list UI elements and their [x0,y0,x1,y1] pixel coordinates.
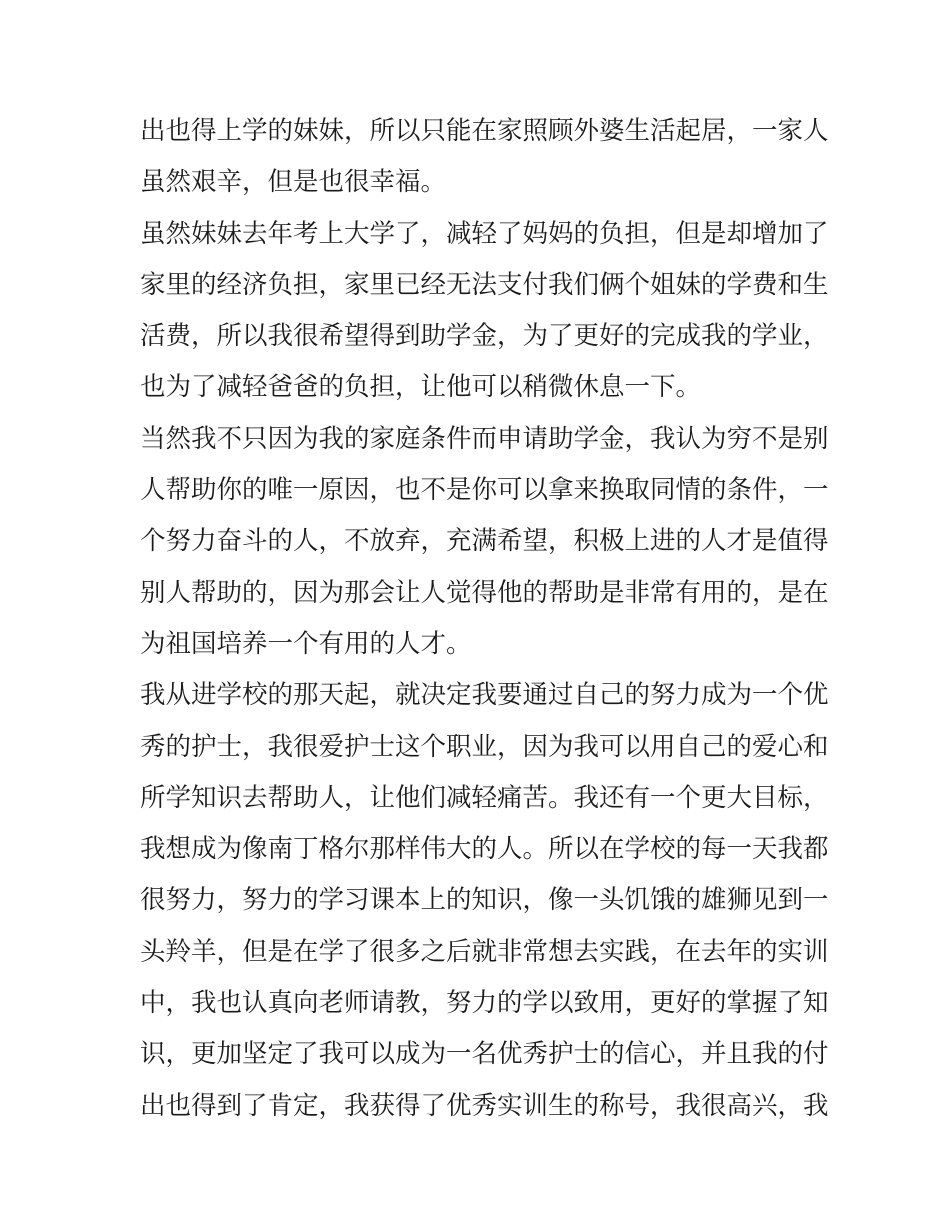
text-line: 活费，所以我很希望得到助学金，为了更好的完成我的学业， [140,321,829,352]
text-line: 别人帮助的，因为那会让人觉得他的帮助是非常有用的，是在 [140,577,829,608]
body-text [140,106,829,1132]
text-line: 头羚羊，但是在学了很多之后就非常想去实践，在去年的实训 [140,936,829,967]
text-line: 也为了减轻爸爸的负担，让他可以稍微休息一下。 [140,372,702,403]
text-line: 个努力奋斗的人，不放弃，充满希望，积极上进的人才是值得 [140,526,829,557]
text-line: 当然我不只因为我的家庭条件而申请助学金，我认为穷不是别 [140,423,829,454]
text-line: 秀的护士，我很爱护士这个职业，因为我可以用自己的爱心和 [140,731,829,762]
text-line: 所学知识去帮助人，让他们减轻痛苦。我还有一个更大目标， [140,782,829,813]
text-line: 出也得到了肯定，我获得了优秀实训生的称号，我很高兴，我 [140,1090,829,1121]
text-line: 我从进学校的那天起，就决定我要通过自己的努力成为一个优 [140,680,829,711]
text-line: 我想成为像南丁格尔那样伟大的人。所以在学校的每一天我都 [140,834,829,865]
text-line: 识，更加坚定了我可以成为一名优秀护士的信心，并且我的付 [140,1039,829,1070]
text-line: 家里的经济负担，家里已经无法支付我们俩个姐妹的学费和生 [140,269,829,300]
text-line: 出也得上学的妹妹，所以只能在家照顾外婆生活起居，一家人 [140,116,829,146]
text-line: 虽然艰辛，但是也很幸福。 [140,167,447,198]
text-line: 中，我也认真向老师请教，努力的学以致用，更好的掌握了知 [140,988,829,1019]
text-line: 很努力，努力的学习课本上的知识，像一头饥饿的雄狮见到一 [140,885,829,916]
text-line: 虽然妹妹去年考上大学了，减轻了妈妈的负担，但是却增加了 [140,218,829,249]
text-line: 为祖国培养一个有用的人才。 [140,628,472,659]
text-line: 人帮助你的唯一原因，也不是你可以拿来换取同情的条件，一 [140,475,829,506]
